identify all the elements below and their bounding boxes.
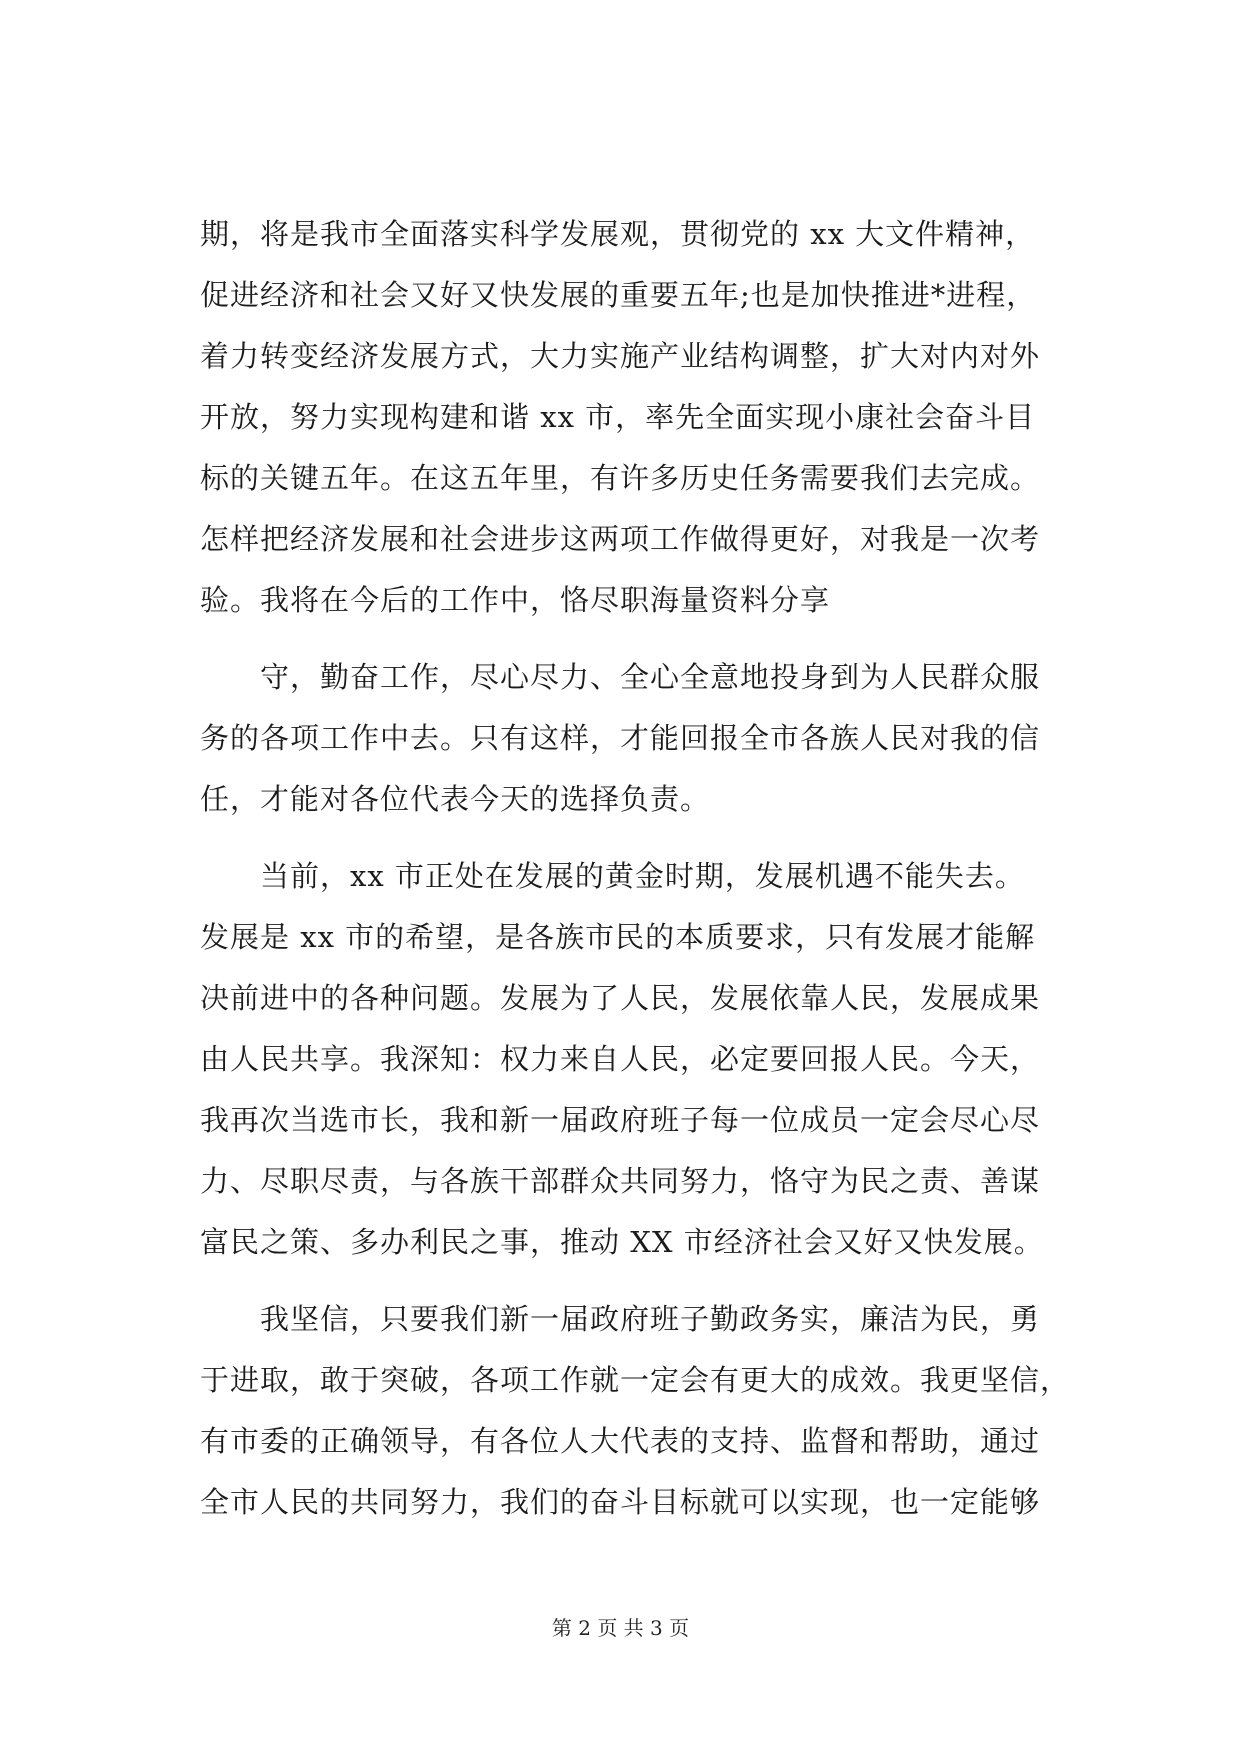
text-line: 开放，努力实现构建和谐 xx 市，率先全面实现小康社会奋斗目 [200,400,1036,434]
text-line: 任，才能对各位代表今天的选择负责。 [200,782,711,816]
paragraph-gap [200,1273,1100,1289]
text-line: 守，勤奋工作，尽心尽力、全心全意地投身到为人民群众服 [200,660,1041,694]
text-line: 促进经济和社会又好又快发展的重要五年;也是加快推进*进程， [200,278,1037,312]
text-line: 标的关键五年。在这五年里，有许多历史任务需要我们去完成。 [200,461,1041,495]
text-line: 当前，xx 市正处在发展的黄金时期，发展机遇不能失去。 [200,859,1025,893]
page-number-footer: 第 2 页 共 3 页 [551,1616,690,1640]
paragraph-gap [200,631,1100,647]
text-line: 着力转变经济发展方式，大力实施产业结构调整，扩大对内对外 [200,339,1041,373]
text-line: 由人民共享。我深知：权力来自人民，必定要回报人民。今天， [200,1042,1041,1076]
text-line: 决前进中的各种问题。发展为了人民，发展依靠人民，发展成果 [200,981,1041,1015]
text-line: 我再次当选市长，我和新一届政府班子每一位成员一定会尽心尽 [200,1103,1041,1137]
text-line: 全市人民的共同努力，我们的奋斗目标就可以实现，也一定能够 [200,1485,1041,1519]
text-line: 发展是 xx 市的希望，是各族市民的本质要求，只有发展才能解 [200,920,1036,954]
text-line: 富民之策、多办利民之事，推动 XX 市经济社会又好又快发展。 [200,1225,1044,1259]
text-line: 力、尽职尽责，与各族干部群众共同努力，恪守为民之责、善谋 [200,1164,1041,1198]
text-line: 于进取，敢于突破，各项工作就一定会有更大的成效。我更坚信， [200,1363,1071,1397]
text-line: 怎样把经济发展和社会进步这两项工作做得更好，对我是一次考 [200,522,1041,556]
text-line: 验。我将在今后的工作中，恪尽职海量资料分享 [200,583,831,617]
text-line: 务的各项工作中去。只有这样，才能回报全市各族人民对我的信 [200,721,1041,755]
text-line: 有市委的正确领导，有各位人大代表的支持、监督和帮助，通过 [200,1424,1041,1458]
text-line: 我坚信，只要我们新一届政府班子勤政务实，廉洁为民，勇 [200,1302,1041,1336]
body-text [200,204,1100,1533]
paragraph-gap [200,830,1100,846]
text-line: 期，将是我市全面落实科学发展观，贯彻党的 xx 大文件精神， [200,217,1036,251]
